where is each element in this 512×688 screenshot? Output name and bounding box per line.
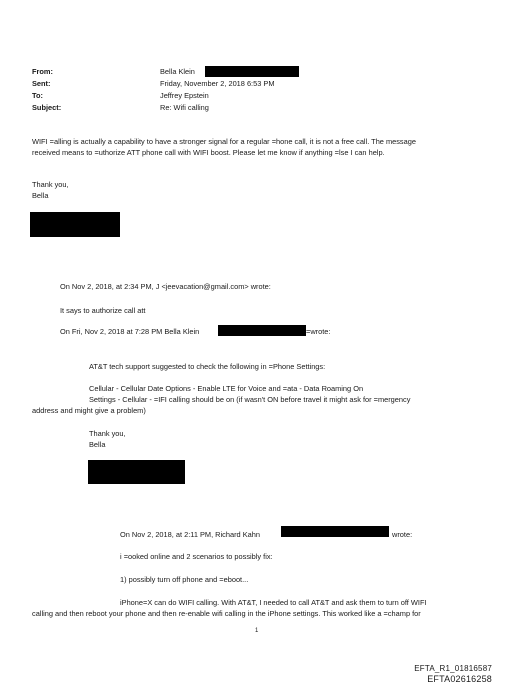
subject-value: Re: Wifi calling [160, 103, 209, 112]
page-number: 1 [255, 628, 259, 634]
footer-id-primary: EFTA_R1_01816587 [414, 664, 492, 673]
signoff: Thank you, [32, 180, 69, 189]
body-line: WIFI =alling is actually a capability to have a stronger signal for a regular =hone call, it is not a free call. The message [32, 137, 416, 146]
quote-intro: On Fri, Nov 2, 2018 at 7:28 PM Bella Klein [60, 327, 200, 336]
subject-label: Subject: [32, 103, 62, 112]
quote-intro-suffix: =wrote: [306, 327, 331, 336]
quote-line: Settings - Cellular - =IFI calling should be on (if wasn't ON before travel it might ask for =mergency [89, 395, 411, 404]
footer-id-secondary: EFTA02616258 [427, 674, 492, 684]
quote-line: Cellular - Cellular Date Options - Enable LTE for Voice and =ata - Data Roaming On [89, 384, 364, 393]
quote-line: 1) possibly turn off phone and =eboot... [120, 575, 249, 584]
quote-intro: On Nov 2, 2018, at 2:34 PM, J <jeevacation@gmail.com> wrote: [60, 282, 271, 291]
redaction-box [88, 460, 185, 484]
redaction-box [205, 66, 299, 77]
body-line: received means to =uthorize ATT phone call with WIFI boost. Please let me know if anything =lse I can help. [32, 148, 385, 157]
redaction-box [281, 526, 389, 537]
sent-label: Sent: [32, 79, 51, 88]
quote-intro-suffix: wrote: [392, 530, 413, 539]
redaction-box [30, 212, 120, 237]
quote-intro: On Nov 2, 2018, at 2:11 PM, Richard Kahn [120, 530, 260, 539]
sent-value: Friday, November 2, 2018 6:53 PM [160, 79, 275, 88]
signature-name: Bella [32, 191, 49, 200]
quote-line: i =ooked online and 2 scenarios to possibly fix: [120, 552, 273, 561]
signoff: Thank you, [89, 429, 126, 438]
quote-line: AT&T tech support suggested to check the following in =Phone Settings: [89, 362, 326, 371]
from-value: Bella Klein [160, 67, 195, 76]
quote-line: iPhone=X can do WIFI calling. With AT&T, I needed to call AT&T and ask them to turn off WIFI [120, 598, 427, 607]
quote-text: It says to authorize call att [60, 306, 146, 315]
to-label: To: [32, 91, 43, 100]
redaction-box [218, 325, 306, 336]
from-label: From: [32, 67, 53, 76]
quote-line: address and might give a problem) [32, 406, 146, 415]
quote-line: calling and then reboot your phone and then re-enable wifi calling in the iPhone settings. This worked like a =champ for [32, 609, 421, 618]
to-value: Jeffrey Epstein [160, 91, 209, 100]
signature-name: Bella [89, 440, 106, 449]
